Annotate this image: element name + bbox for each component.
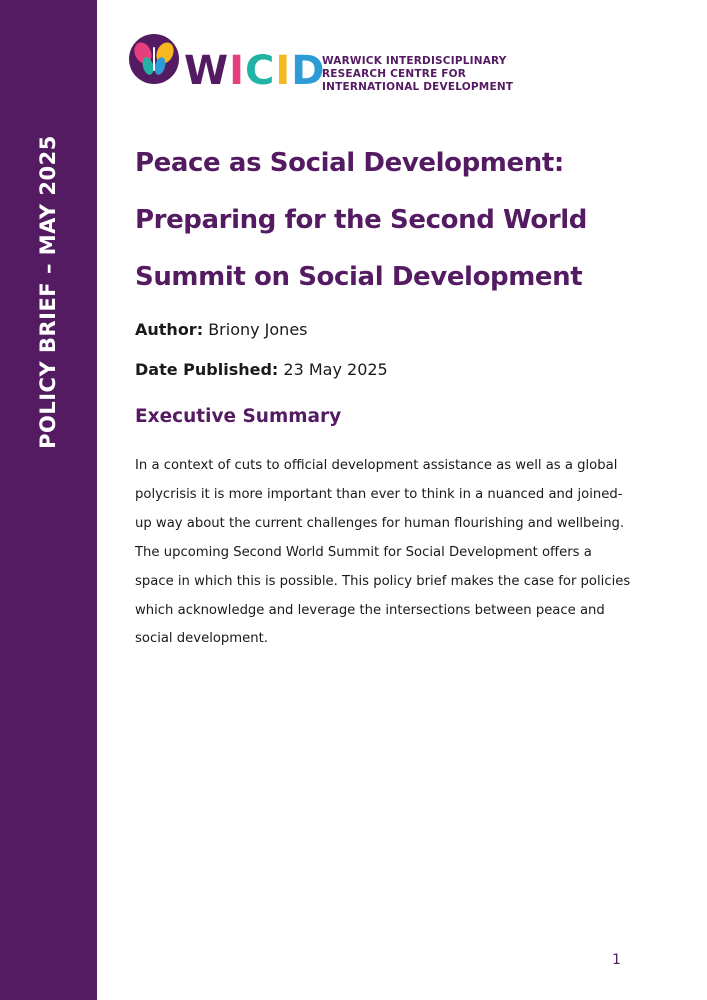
date-label: Date Published: <box>135 360 279 379</box>
sidebar-label: POLICY BRIEF – MAY 2025 <box>36 135 60 449</box>
logo-letter: I <box>229 48 246 94</box>
wicid-butterfly-logo-icon <box>128 33 180 85</box>
summary-paragraph <box>135 452 635 654</box>
title-line: Preparing for the Second World <box>135 205 588 235</box>
date-value: 23 May 2025 <box>283 360 388 379</box>
summary-line: In a context of cuts to official development assistance as well as a global <box>135 458 618 473</box>
logo-subtitle-line: WARWICK INTERDISCIPLINARY <box>322 55 507 67</box>
logo-letter: W <box>184 48 230 94</box>
logo-wordmark <box>184 49 325 93</box>
summary-line: up way about the current challenges for human flourishing and wellbeing. <box>135 515 625 531</box>
logo-subtitle-line: RESEARCH CENTRE FOR <box>322 68 467 80</box>
logo-letter: D <box>291 48 326 94</box>
date-line <box>135 360 388 379</box>
author-line <box>135 320 308 339</box>
sidebar-band <box>0 0 97 1000</box>
title-line: Peace as Social Development: <box>135 148 564 178</box>
logo-letter: C <box>245 48 276 94</box>
page-number: 1 <box>612 952 621 968</box>
summary-line: social development. <box>135 631 268 647</box>
summary-heading: Executive Summary <box>135 406 342 427</box>
title-line: Summit on Social Development <box>135 262 583 292</box>
logo-subtitle <box>322 55 513 94</box>
logo-letter: I <box>275 48 292 94</box>
logo-subtitle-line: INTERNATIONAL DEVELOPMENT <box>322 81 514 93</box>
author-label: Author: <box>135 320 204 339</box>
wicid-logo <box>128 33 528 95</box>
summary-line: The upcoming Second World Summit for Social Development offers a <box>135 544 592 560</box>
summary-line: polycrisis it is more important than ever to think in a nuanced and joined- <box>135 486 623 502</box>
summary-line: which acknowledge and leverage the intersections between peace and <box>135 602 605 618</box>
document-title <box>135 135 655 306</box>
author-value: Briony Jones <box>208 320 308 339</box>
summary-line: space in which this is possible. This policy brief makes the case for policies <box>135 573 631 589</box>
